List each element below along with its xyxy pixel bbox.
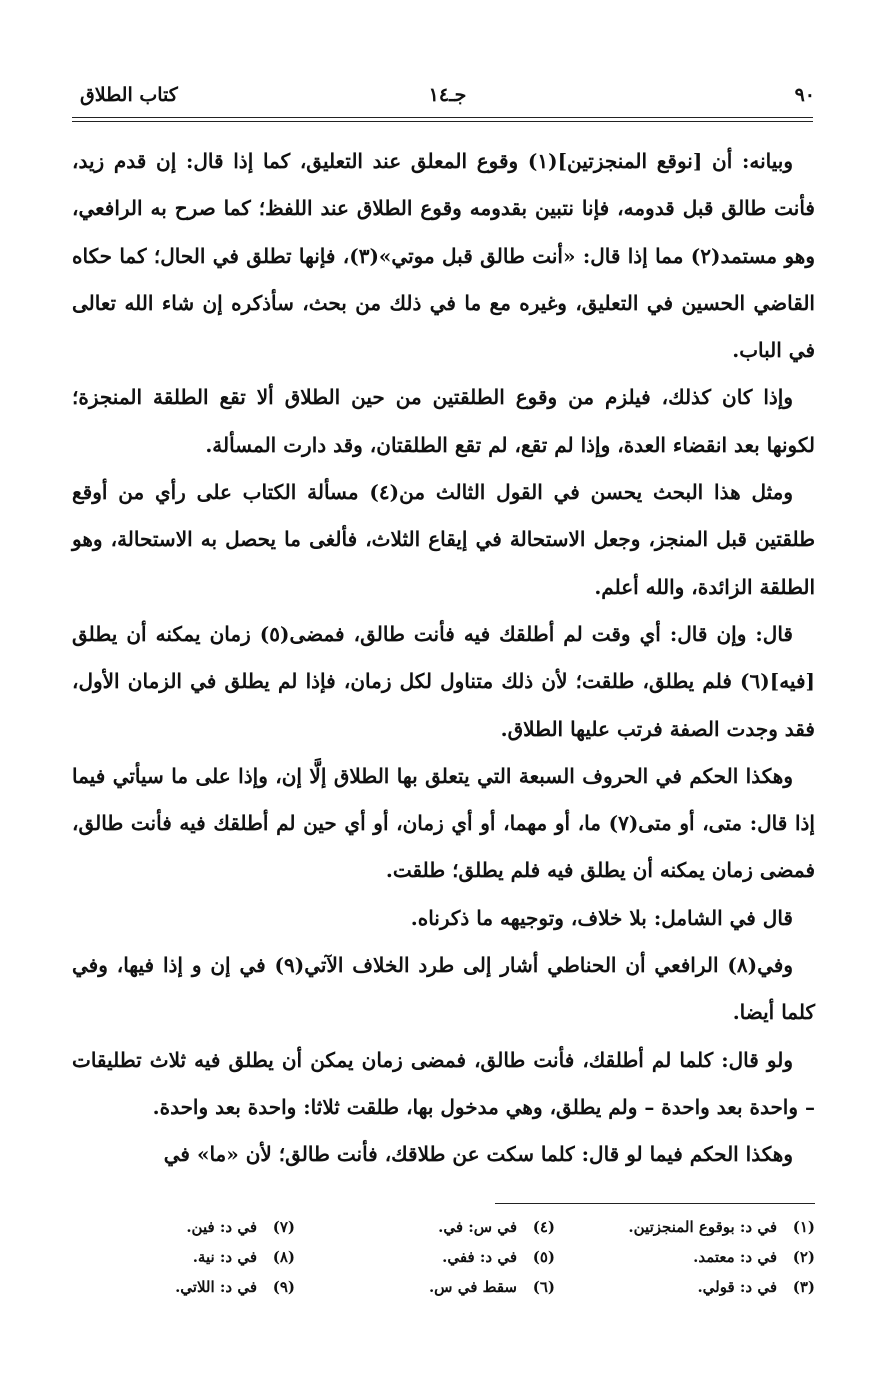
footnote-text: في د: ففي.	[442, 1248, 517, 1266]
paragraph-7: وفي(٨) الرافعي أن الحناطي أشار إلى طرد الخلاف الآتي(٩) في إن و إذا فيها، وفي كلما أيضا.	[72, 953, 815, 1025]
footnote-number: (٧)	[272, 1218, 295, 1236]
footnote-item	[575, 1212, 815, 1242]
page-number: ٩٠	[794, 84, 815, 106]
footnote-item	[315, 1242, 555, 1272]
paragraph-9: وهكذا الحكم فيما لو قال: كلما سكت عن طلاقك، فأنت طالق؛ لأن «ما» في	[163, 1142, 793, 1167]
paragraph-4	[72, 611, 815, 753]
header-rule-thin	[72, 121, 813, 122]
paragraph-3: ومثل هذا البحث يحسن في القول الثالث من(٤) مسألة الكتاب على رأي من أوقع طلقتين قبل المنجز، وجعل الاستحالة في إيقاع الثلاث، فألغى ما يحصل به الاستحالة، وهو الطلقة الزائدة، والله أعلم.	[72, 480, 815, 599]
footnote-text: في د: بوقوع المنجزتين.	[628, 1218, 777, 1236]
footnote-item	[70, 1242, 295, 1272]
footnote-number: (٣)	[792, 1278, 815, 1296]
footnote-rule	[495, 1203, 815, 1204]
footnote-number: (٢)	[792, 1248, 815, 1266]
footnote-item	[315, 1272, 555, 1302]
paragraph-4-rest: ؛ لأن ذلك متناول لكل زمان، فإذا لم يطلق في الزمان الأول، فقد وجدت الصفة فرتب عليها الطلاق.	[72, 669, 815, 741]
footnote-item	[575, 1242, 815, 1272]
footnote-column-2	[315, 1212, 555, 1302]
footnote-number: (١)	[792, 1218, 815, 1236]
footnote-text: في د: معتمد.	[693, 1248, 777, 1266]
paragraph-4-matn: زمان يمكنه أن يطلق [فيه](٦) فلم يطلق، طلقت	[72, 621, 815, 694]
paragraph-1: وبيانه: أن [نوقع المنجزتين](١) وقوع المعلق عند التعليق، كما إذا قال: إن قدم زيد، فأنت طالق قبل قدومه، فإنا نتبين بقدومه وقوع الطلاق عند اللفظ؛ كما صرح به الرافعي، وهو مستمد(٢) مما إذا قال: «أنت طالق قبل موتي»(٣)، فإنها تطلق في الحال؛ كما حكاه القاضي الحسين في التعليق، وغيره مع ما في ذلك من بحث، سأذكره إن شاء الله تعالى في الباب.	[72, 149, 815, 363]
footnote-column-1	[575, 1212, 815, 1302]
main-text	[72, 138, 815, 1179]
paragraph-5: وهكذا الحكم في الحروف السبعة التي يتعلق بها الطلاق إلَّا إن، وإذا على ما سيأتي فيما إذا قال: متى، أو متى(٧) ما، أو مهما، أو أي زمان، أو أي حين لم أطلقك فيه فأنت طالق، فمضى زمان يمكنه أن يطلق فيه فلم يطلق؛ طلقت.	[72, 763, 815, 883]
book-title: كتاب الطلاق	[80, 84, 178, 106]
running-header	[80, 84, 815, 114]
footnote-number: (٤)	[532, 1218, 555, 1236]
footnote-text: في د: قولي.	[697, 1278, 777, 1296]
volume-label: جـ١٤	[428, 84, 467, 106]
footnote-text: في د: نية.	[192, 1248, 257, 1266]
header-rule-thick	[72, 117, 813, 118]
footnote-number: (٨)	[272, 1248, 295, 1266]
footnote-item	[575, 1272, 815, 1302]
footnote-text: سقط في س.	[428, 1278, 517, 1296]
footnote-item	[70, 1272, 295, 1302]
footnote-number: (٥)	[532, 1248, 555, 1266]
footnotes	[70, 1212, 815, 1312]
footnote-text: في س: في.	[438, 1218, 517, 1236]
footnote-column-3	[70, 1212, 295, 1302]
footnote-item	[315, 1212, 555, 1242]
paragraph-2: وإذا كان كذلك، فيلزم من وقوع الطلقتين من حين الطلاق ألا تقع الطلقة المنجزة؛ لكونها بعد انقضاء العدة، وإذا لم تقع، لم تقع الطلقتان، وقد دارت المسألة.	[72, 385, 815, 457]
paragraph-8: ولو قال: كلما لم أطلقك، فأنت طالق، فمضى زمان يمكن أن يطلق فيه ثلاث تطليقات – واحدة بعد واحدة – ولم يطلق، وهي مدخول بها، طلقت ثلاثا: واحدة بعد واحدة.	[72, 1047, 815, 1119]
footnote-number: (٩)	[272, 1278, 295, 1296]
paragraph-6: قال في الشامل: بلا خلاف، وتوجيهه ما ذكرناه.	[410, 905, 793, 930]
footnote-text: في د: فين.	[186, 1218, 257, 1236]
footnote-number: (٦)	[532, 1278, 555, 1296]
footnote-item	[70, 1212, 295, 1242]
footnote-text: في د: اللاتي.	[175, 1278, 257, 1296]
paragraph-4-lead: قال: وإن قال: أي وقت لم أطلقك فيه فأنت طالق، فمضى(٥)	[250, 621, 793, 646]
